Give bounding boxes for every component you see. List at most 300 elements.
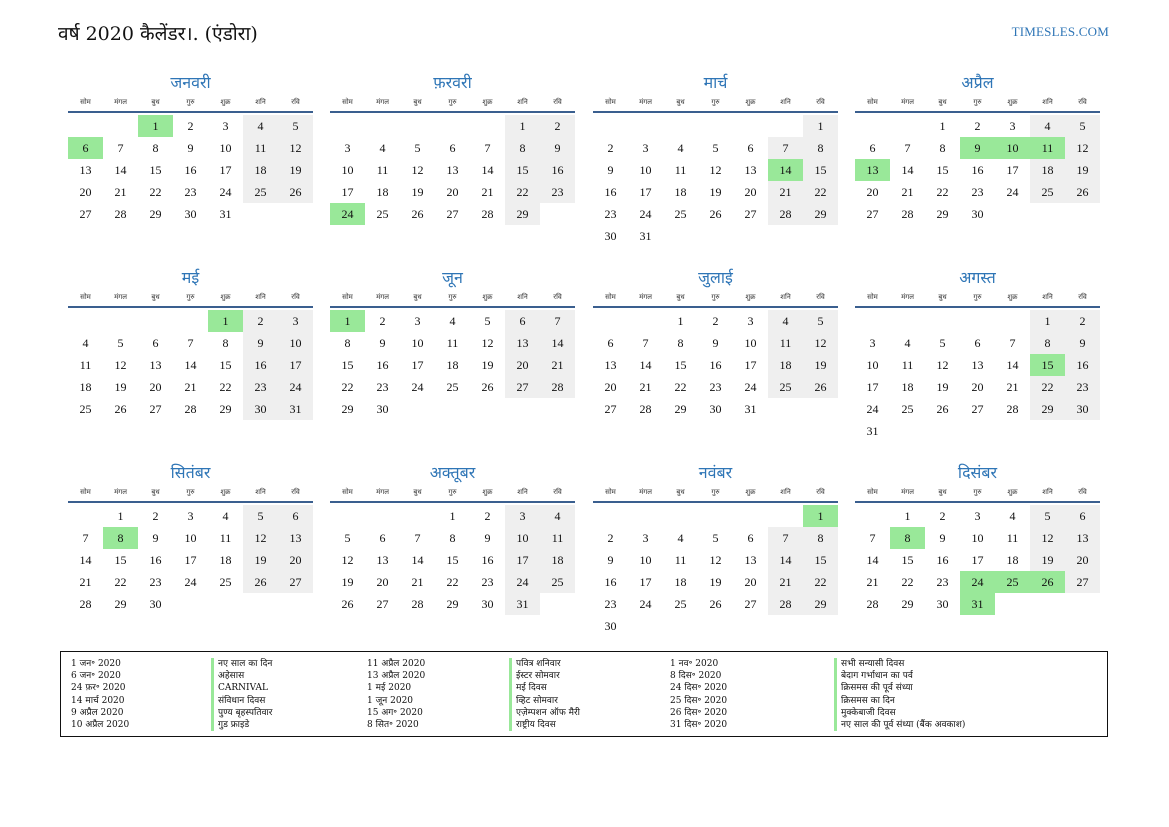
day-cell: 3 (414, 314, 421, 328)
day-cell: 21 (639, 380, 652, 394)
weekday-label: शनि (255, 98, 266, 106)
day-cell: 27 (604, 402, 617, 416)
holiday-day-cell: 1 (330, 310, 365, 332)
day-cell: 10 (219, 141, 232, 155)
holiday-name: एज़ेम्पशन ऑफ मैरी (509, 707, 580, 719)
weekend-day-cell: 22 (803, 571, 838, 593)
day-cell: 17 (971, 553, 984, 567)
day-cell: 22 (219, 380, 232, 394)
day-cell: 3 (747, 314, 754, 328)
day-cell: 17 (411, 358, 424, 372)
day-cell: 15 (901, 553, 914, 567)
day-cell: 2 (187, 119, 194, 133)
holiday-day-cell: 13 (855, 159, 890, 181)
day-cell: 5 (712, 531, 719, 545)
month-block (330, 267, 575, 420)
weekday-label: गुरु (711, 488, 720, 496)
day-cell: 2 (152, 509, 159, 523)
weekend-day-cell: 27 (505, 376, 540, 398)
empty-cell (663, 505, 698, 527)
day-cell: 26 (936, 402, 949, 416)
weekday-header (593, 487, 838, 503)
holiday-day-cell: 31 (960, 593, 995, 615)
weekend-day-cell: 19 (803, 354, 838, 376)
day-cell: 9 (379, 336, 386, 350)
holiday-date: 8 दिस॰ 2020 (670, 671, 722, 682)
day-cell: 14 (411, 553, 424, 567)
day-cell: 18 (674, 575, 687, 589)
day-cell: 16 (709, 358, 722, 372)
weekend-day-cell: 10 (505, 527, 540, 549)
holiday-date: 15 अग॰ 2020 (367, 707, 423, 718)
day-cell: 20 (79, 185, 92, 199)
weekend-day-cell: 4 (243, 115, 278, 137)
holiday-name: राष्ट्रीय दिवस (509, 719, 580, 731)
day-cell: 11 (674, 163, 687, 177)
day-cell: 18 (219, 553, 232, 567)
weekday-label: शुक्र (220, 98, 231, 106)
weekend-day-cell: 11 (540, 527, 575, 549)
weekday-header (593, 97, 838, 113)
day-cell: 19 (341, 575, 354, 589)
weekday-header (855, 292, 1100, 308)
day-cell: 2 (712, 314, 719, 328)
day-cell: 29 (936, 207, 949, 221)
day-cell: 21 (1006, 380, 1019, 394)
day-cell: 5 (344, 531, 351, 545)
weekday-label: बुध (151, 98, 160, 106)
holiday-date: 13 अप्रैल 2020 (367, 671, 426, 682)
day-cell: 10 (971, 531, 984, 545)
day-cell: 25 (219, 575, 232, 589)
day-cell: 12 (709, 163, 722, 177)
day-cell: 7 (82, 531, 89, 545)
day-cell: 26 (114, 402, 127, 416)
holiday-dates-col1 (71, 658, 129, 731)
empty-cell (628, 310, 663, 332)
day-cell: 7 (117, 141, 124, 155)
day-cell: 10 (411, 336, 424, 350)
day-grid (68, 115, 313, 225)
weekday-label: बुध (938, 488, 947, 496)
day-grid (330, 310, 575, 420)
weekday-label: शनि (255, 293, 266, 301)
weekday-label: रवि (291, 293, 300, 301)
day-cell: 4 (677, 141, 684, 155)
weekday-label: गुरु (186, 98, 195, 106)
weekday-label: मंगल (376, 98, 389, 106)
empty-cell (628, 115, 663, 137)
day-cell: 14 (79, 553, 92, 567)
day-cell: 16 (604, 185, 617, 199)
weekday-label: रवि (1078, 488, 1087, 496)
weekend-day-cell: 2 (243, 310, 278, 332)
weekend-day-cell: 6 (1065, 505, 1100, 527)
weekday-label: मंगल (114, 98, 127, 106)
weekend-day-cell: 8 (803, 137, 838, 159)
weekday-label: रवि (1078, 293, 1087, 301)
day-cell: 28 (639, 402, 652, 416)
holiday-date: 24 फ़र॰ 2020 (71, 683, 126, 694)
day-cell: 14 (114, 163, 127, 177)
weekend-day-cell: 5 (1065, 115, 1100, 137)
day-cell: 30 (376, 402, 389, 416)
day-cell: 19 (481, 358, 494, 372)
weekend-day-cell: 29 (1030, 398, 1065, 420)
day-cell: 15 (114, 553, 127, 567)
empty-cell (365, 115, 400, 137)
day-cell: 27 (79, 207, 92, 221)
day-cell: 24 (1006, 185, 1019, 199)
weekday-label: सोम (342, 98, 353, 106)
day-cell: 25 (376, 207, 389, 221)
day-grid (855, 310, 1100, 442)
day-grid (330, 115, 575, 225)
holiday-date: 1 मई 2020 (367, 683, 412, 694)
day-cell: 15 (219, 358, 232, 372)
month-name: सितंबर (170, 463, 211, 482)
day-cell: 17 (639, 185, 652, 199)
weekday-label: शनि (255, 488, 266, 496)
month-name: मार्च (703, 73, 728, 92)
day-cell: 19 (936, 380, 949, 394)
empty-cell (593, 310, 628, 332)
weekday-label: मंगल (901, 98, 914, 106)
day-cell: 28 (481, 207, 494, 221)
weekend-day-cell: 28 (768, 593, 803, 615)
weekday-label: सोम (867, 98, 878, 106)
day-cell: 10 (744, 336, 757, 350)
day-cell: 13 (604, 358, 617, 372)
holiday-date: 9 अप्रैल 2020 (71, 707, 124, 718)
day-cell: 29 (219, 402, 232, 416)
day-cell: 9 (484, 531, 491, 545)
weekend-day-cell: 16 (1065, 354, 1100, 376)
day-grid (68, 505, 313, 615)
day-cell: 28 (1006, 402, 1019, 416)
weekend-day-cell: 18 (540, 549, 575, 571)
holiday-day-cell: 1 (803, 505, 838, 527)
weekend-day-cell: 9 (540, 137, 575, 159)
day-cell: 14 (901, 163, 914, 177)
day-cell: 22 (341, 380, 354, 394)
day-cell: 20 (744, 185, 757, 199)
weekday-label: शुक्र (745, 98, 756, 106)
weekend-day-cell: 18 (1030, 159, 1065, 181)
weekday-label: मंगल (376, 488, 389, 496)
day-cell: 17 (639, 575, 652, 589)
day-cell: 18 (674, 185, 687, 199)
day-cell: 14 (1006, 358, 1019, 372)
empty-cell (698, 505, 733, 527)
weekday-label: रवि (553, 488, 562, 496)
weekday-label: गुरु (448, 488, 457, 496)
site-link[interactable]: TIMESLES.COM (1011, 24, 1109, 39)
weekend-day-cell: 26 (243, 571, 278, 593)
day-cell: 24 (866, 402, 879, 416)
day-cell: 9 (152, 531, 159, 545)
day-cell: 6 (607, 336, 614, 350)
empty-cell (663, 115, 698, 137)
weekday-label: बुध (676, 488, 685, 496)
holiday-dates-col2 (367, 658, 425, 731)
holiday-date: 11 अप्रैल 2020 (367, 659, 426, 669)
day-cell: 1 (677, 314, 684, 328)
weekday-label: रवि (816, 98, 825, 106)
weekend-day-cell: 28 (540, 376, 575, 398)
weekday-label: गुरु (973, 293, 982, 301)
weekday-label: रवि (291, 488, 300, 496)
weekday-label: मंगल (639, 293, 652, 301)
holiday-day-cell: 8 (890, 527, 925, 549)
weekday-label: सोम (80, 293, 91, 301)
day-cell: 28 (114, 207, 127, 221)
weekday-header (330, 292, 575, 308)
holiday-date: 6 जन॰ 2020 (71, 671, 121, 682)
weekend-day-cell: 5 (243, 505, 278, 527)
weekend-day-cell: 13 (1065, 527, 1100, 549)
weekend-day-cell: 23 (243, 376, 278, 398)
day-cell: 10 (184, 531, 197, 545)
holiday-name: बेदाग गर्भाधान का पर्व (834, 670, 965, 682)
weekday-label: बुध (413, 293, 422, 301)
empty-cell (768, 115, 803, 137)
empty-cell (138, 310, 173, 332)
day-cell: 2 (607, 531, 614, 545)
holiday-name: CARNIVAL (211, 682, 272, 694)
weekend-day-cell: 17 (505, 549, 540, 571)
holiday-day-cell: 24 (960, 571, 995, 593)
weekday-label: शुक्र (220, 488, 231, 496)
weekend-day-cell: 16 (540, 159, 575, 181)
day-cell: 20 (744, 575, 757, 589)
empty-cell (593, 115, 628, 137)
weekend-day-cell: 12 (803, 332, 838, 354)
day-cell: 12 (411, 163, 424, 177)
day-cell: 16 (184, 163, 197, 177)
day-cell: 6 (974, 336, 981, 350)
weekday-label: सोम (605, 98, 616, 106)
day-cell: 20 (149, 380, 162, 394)
day-cell: 25 (674, 207, 687, 221)
month-name: अगस्त (959, 268, 996, 287)
day-cell: 26 (341, 597, 354, 611)
day-cell: 4 (1009, 509, 1016, 523)
day-cell: 28 (79, 597, 92, 611)
empty-cell (733, 505, 768, 527)
empty-cell (855, 310, 890, 332)
day-cell: 30 (481, 597, 494, 611)
weekend-day-cell: 9 (1065, 332, 1100, 354)
weekend-day-cell: 18 (768, 354, 803, 376)
empty-cell (330, 505, 365, 527)
weekend-day-cell: 19 (1065, 159, 1100, 181)
day-cell: 17 (219, 163, 232, 177)
weekend-day-cell: 19 (243, 549, 278, 571)
weekday-label: गुरु (973, 98, 982, 106)
day-cell: 14 (639, 358, 652, 372)
day-cell: 7 (869, 531, 876, 545)
day-cell: 21 (866, 575, 879, 589)
day-cell: 10 (639, 553, 652, 567)
holiday-name: पवित्र शनिवार (509, 658, 580, 670)
day-cell: 27 (744, 597, 757, 611)
day-cell: 31 (744, 402, 757, 416)
day-cell: 13 (446, 163, 459, 177)
day-cell: 20 (376, 575, 389, 589)
day-cell: 15 (149, 163, 162, 177)
day-cell: 25 (79, 402, 92, 416)
day-cell: 29 (114, 597, 127, 611)
day-grid (593, 115, 838, 247)
holiday-day-cell: 11 (1030, 137, 1065, 159)
empty-cell (68, 310, 103, 332)
day-cell: 22 (936, 185, 949, 199)
weekday-label: शुक्र (1007, 488, 1018, 496)
day-cell: 3 (869, 336, 876, 350)
weekday-label: बुध (151, 488, 160, 496)
weekday-label: बुध (413, 98, 422, 106)
empty-cell (435, 115, 470, 137)
weekday-label: बुध (676, 293, 685, 301)
weekday-label: रवि (816, 293, 825, 301)
day-cell: 17 (866, 380, 879, 394)
weekend-day-cell: 6 (505, 310, 540, 332)
day-cell: 30 (184, 207, 197, 221)
weekend-day-cell: 4 (540, 505, 575, 527)
day-cell: 24 (639, 207, 652, 221)
day-cell: 16 (936, 553, 949, 567)
day-cell: 9 (607, 163, 614, 177)
weekday-label: शनि (1042, 488, 1053, 496)
day-cell: 9 (187, 141, 194, 155)
holiday-name: व्हिट सोमवार (509, 695, 580, 707)
weekday-label: मंगल (639, 98, 652, 106)
day-cell: 18 (901, 380, 914, 394)
day-cell: 11 (901, 358, 914, 372)
day-cell: 28 (866, 597, 879, 611)
empty-cell (698, 115, 733, 137)
weekday-label: बुध (413, 488, 422, 496)
day-cell: 9 (939, 531, 946, 545)
day-cell: 20 (604, 380, 617, 394)
day-cell: 3 (187, 509, 194, 523)
day-cell: 11 (376, 163, 389, 177)
weekday-label: मंगल (114, 488, 127, 496)
day-cell: 13 (971, 358, 984, 372)
holiday-day-cell: 1 (138, 115, 173, 137)
weekend-day-cell: 1 (1030, 310, 1065, 332)
weekend-day-cell: 11 (243, 137, 278, 159)
day-cell: 8 (222, 336, 229, 350)
weekend-day-cell: 20 (505, 354, 540, 376)
day-grid (330, 505, 575, 615)
day-cell: 29 (674, 402, 687, 416)
day-cell: 31 (639, 229, 652, 243)
weekend-day-cell: 19 (1030, 549, 1065, 571)
weekday-label: शनि (1042, 293, 1053, 301)
weekday-label: गुरु (711, 98, 720, 106)
weekday-label: शुक्र (482, 488, 493, 496)
weekday-header (593, 292, 838, 308)
weekend-day-cell: 22 (505, 181, 540, 203)
holiday-day-cell: 24 (330, 203, 365, 225)
day-cell: 27 (149, 402, 162, 416)
weekend-day-cell: 30 (243, 398, 278, 420)
weekday-label: सोम (867, 293, 878, 301)
weekend-day-cell: 2 (1065, 310, 1100, 332)
day-cell: 12 (481, 336, 494, 350)
day-grid (855, 115, 1100, 225)
empty-cell (365, 505, 400, 527)
weekend-day-cell: 7 (768, 527, 803, 549)
day-cell: 7 (484, 141, 491, 155)
holiday-day-cell: 8 (103, 527, 138, 549)
day-cell: 27 (866, 207, 879, 221)
empty-cell (995, 310, 1030, 332)
holiday-day-cell: 6 (68, 137, 103, 159)
day-cell: 26 (481, 380, 494, 394)
weekend-day-cell: 24 (278, 376, 313, 398)
day-cell: 29 (446, 597, 459, 611)
weekend-day-cell: 18 (243, 159, 278, 181)
day-cell: 23 (376, 380, 389, 394)
day-cell: 14 (481, 163, 494, 177)
day-cell: 21 (184, 380, 197, 394)
weekend-day-cell: 8 (505, 137, 540, 159)
weekend-day-cell: 24 (505, 571, 540, 593)
month-name: नवंबर (698, 463, 733, 482)
day-cell: 16 (971, 163, 984, 177)
day-cell: 19 (709, 185, 722, 199)
holiday-date: 1 जन॰ 2020 (71, 659, 121, 669)
empty-cell (960, 310, 995, 332)
weekday-label: रवि (553, 293, 562, 301)
holiday-name: मुक्केबाजी दिवस (834, 707, 965, 719)
weekday-label: रवि (816, 488, 825, 496)
month-name: अक्तूबर (429, 463, 476, 482)
day-cell: 5 (712, 141, 719, 155)
empty-cell (890, 310, 925, 332)
day-cell: 23 (149, 575, 162, 589)
day-cell: 21 (481, 185, 494, 199)
weekend-day-cell: 27 (278, 571, 313, 593)
weekend-day-cell: 8 (803, 527, 838, 549)
day-cell: 4 (904, 336, 911, 350)
month-block (330, 72, 575, 225)
holiday-day-cell: 25 (995, 571, 1030, 593)
month-block (68, 462, 313, 615)
day-cell: 23 (481, 575, 494, 589)
empty-cell (330, 115, 365, 137)
weekend-day-cell: 3 (505, 505, 540, 527)
day-cell: 19 (114, 380, 127, 394)
empty-cell (855, 115, 890, 137)
weekend-day-cell: 26 (1065, 181, 1100, 203)
day-cell: 26 (411, 207, 424, 221)
holiday-list (60, 651, 1108, 737)
holiday-date: 8 सित॰ 2020 (367, 719, 419, 730)
day-cell: 3 (344, 141, 351, 155)
day-cell: 1 (449, 509, 456, 523)
holiday-day-cell: 15 (1030, 354, 1065, 376)
day-cell: 27 (744, 207, 757, 221)
empty-cell (173, 310, 208, 332)
day-cell: 15 (341, 358, 354, 372)
day-cell: 12 (936, 358, 949, 372)
day-cell: 22 (901, 575, 914, 589)
month-name: जुलाई (698, 268, 733, 287)
